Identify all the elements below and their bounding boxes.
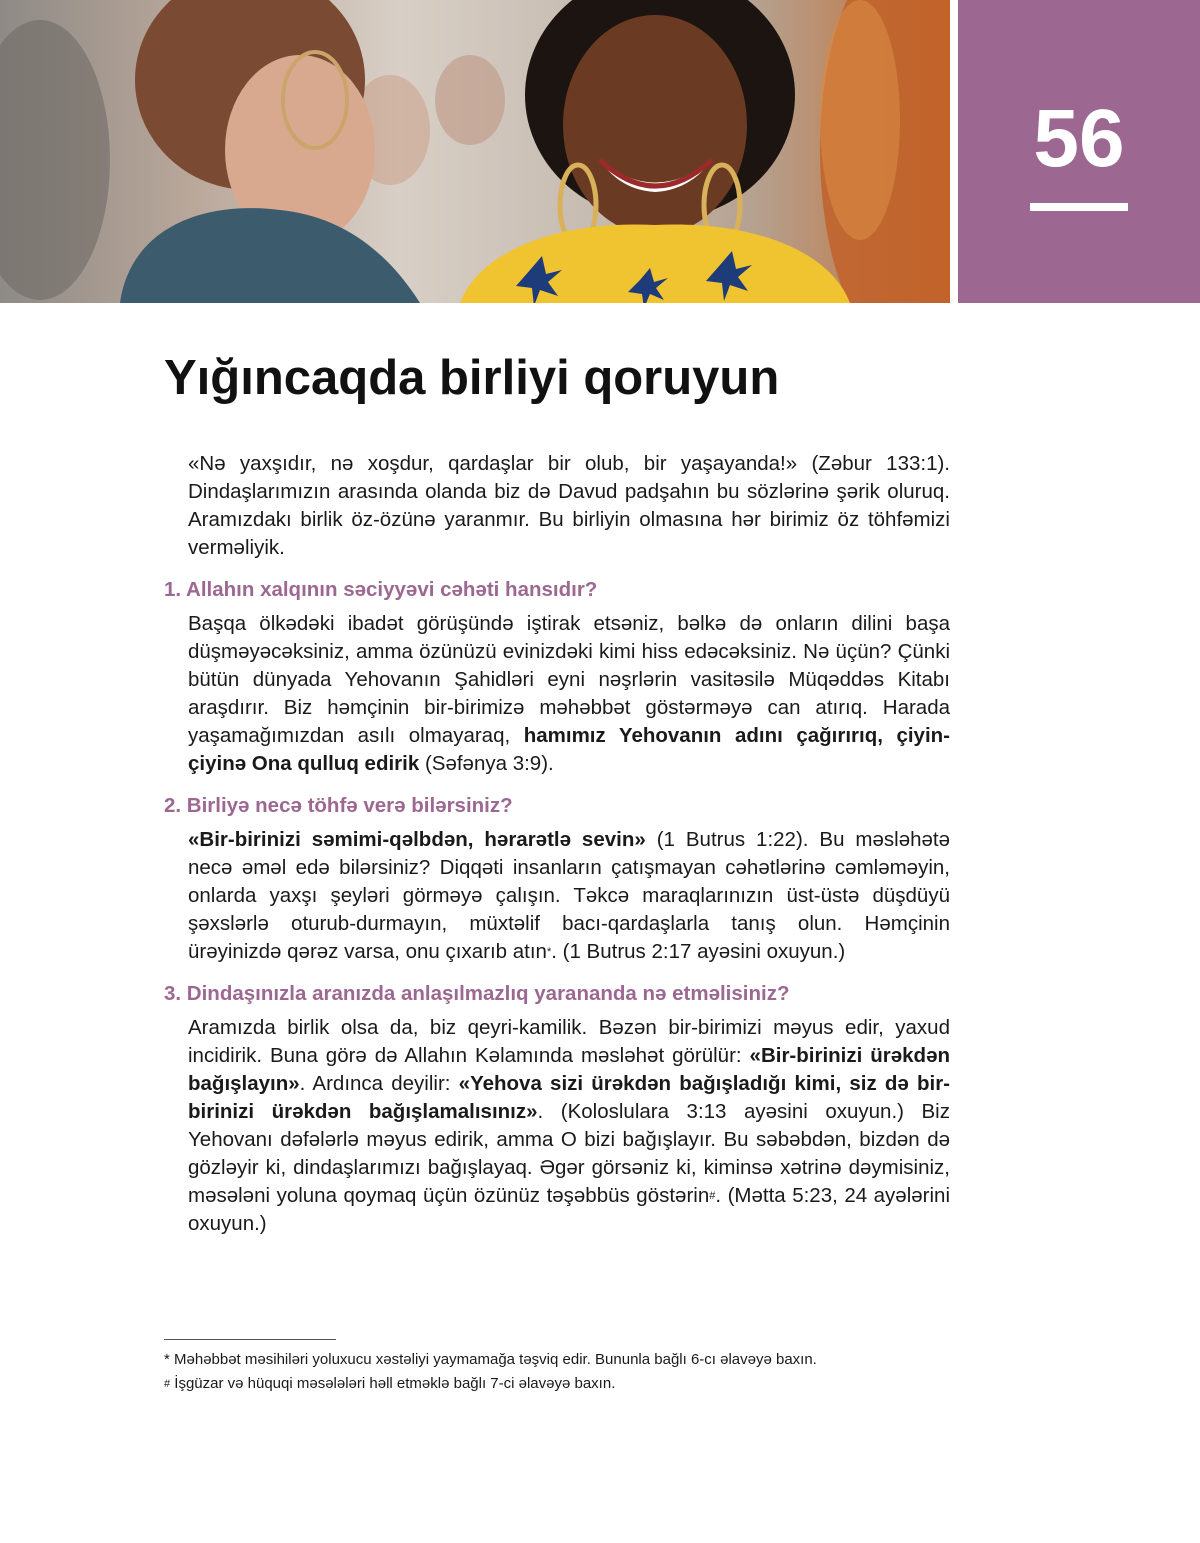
footnote-ref-2[interactable]: # bbox=[709, 1190, 716, 1202]
question-1: 1. Allahın xalqının səciyyəvi cəhəti hansıdır? bbox=[164, 578, 598, 601]
answer-3: Aramızda birlik olsa da, biz qeyri-kamilik. Bəzən bir-birimizi məyus edir, yaxud incidirik. Buna görə də Allahın Kəlamında məsləhət görülür: «Bir-birinizi ürəkdən bağışlayın». Ardınca deyilir: «Yehova sizi ürəkdən bağışladığı kimi, siz də bir-birinizi ürəkdən bağışlamalısınız». (Koloslulara 3:13 ayəsini oxuyun.) Biz Yehovanı dəfələrlə məyus edirik, amma O bizi bağışlayır. Bu səbəbdən, bizdən də gözləyir ki, dindaşlarımızı bağışlayaq. Əgər görsəniz ki, kiminsə xətrinə dəymisiniz, məsələni yoluna qoymaq üçün özünüz təşəbbüs göstərin#. (Mətta 5:23, 24 ayələrini oxuyun.) bbox=[188, 1016, 950, 1235]
footnote-divider bbox=[164, 1339, 336, 1340]
footnotes bbox=[164, 1348, 964, 1396]
footnote-ref-1[interactable]: * bbox=[546, 946, 552, 958]
footnote-2: # İşgüzar və hüquqi məsələləri həll etməklə bağlı 7-ci əlavəyə baxın. bbox=[164, 1375, 616, 1392]
lesson-content bbox=[164, 450, 950, 1238]
page-title: Yığıncaqda birliyi qoruyun bbox=[164, 351, 780, 405]
hero-illustration bbox=[0, 0, 950, 303]
answer-1: Başqa ölkədəki ibadət görüşündə iştirak etsəniz, bəlkə də onların dilini başa düşməyəcəksiniz, amma özünüzü evinizdəki kimi hiss edəcəksiniz. Nə üçün? Çünki bütün dünyada Yehovanın Şahidləri eyni nəşrlərin vasitəsilə Müqəddəs Kitabı araşdırır. Biz həmçinin bir-birimizə məhəbbət göstərməyə can atırıq. Harada yaşamağımızdan asılı olmayaraq, hamımız Yehovanın adını çağırırıq, çiyin-çiyinə Ona qulluq edirik (Səfənya 3:9). bbox=[188, 612, 950, 775]
answer-2: «Bir-birinizi səmimi-qəlbdən, hərarətlə sevin» (1 Butrus 1:22). Bu məsləhətə necə əməl edə bilərsiniz? Diqqəti insanların çatışmayan cəhətlərinə cəmləməyin, onlarda yaxşı şeyləri görməyə çalışın. Təkcə maraqlarınızın üst-üstə düşdüyü şəxslərlə oturub-durmayın, müxtəlif bacı-qardaşlarla tanış olun. Həmçinin ürəyinizdə qərəz varsa, onu çıxarıb atın*. (1 Butrus 2:17 ayəsini oxuyun.) bbox=[188, 828, 951, 963]
footnote-1: * Məhəbbət məsihiləri yoluxucu xəstəliyi yaymamağa təşviq edir. Bununla bağlı 6-cı əlavəyə baxın. bbox=[164, 1351, 817, 1368]
intro-paragraph: «Nə yaxşıdır, nə xoşdur, qardaşlar bir olub, bir yaşayanda!» (Zəbur 133:1). Dindaşlarımızın arasında olanda biz də Davud padşahın bu sözlərinə şərik oluruq. Aramızdakı birlik öz-özünə yaranmır. Bu birliyin olmasına hər birimiz öz töhfəmizi verməliyik. bbox=[188, 452, 950, 559]
question-2: 2. Birliyə necə töhfə verə bilərsiniz? bbox=[164, 794, 513, 817]
lesson-number-underline bbox=[1030, 203, 1128, 211]
hero-photo bbox=[0, 0, 950, 303]
question-3: 3. Dindaşınızla aranızda anlaşılmazlıq yarananda nə etməlisiniz? bbox=[164, 982, 790, 1005]
lesson-number-box bbox=[958, 0, 1200, 303]
lesson-number: 56 bbox=[1033, 93, 1125, 184]
